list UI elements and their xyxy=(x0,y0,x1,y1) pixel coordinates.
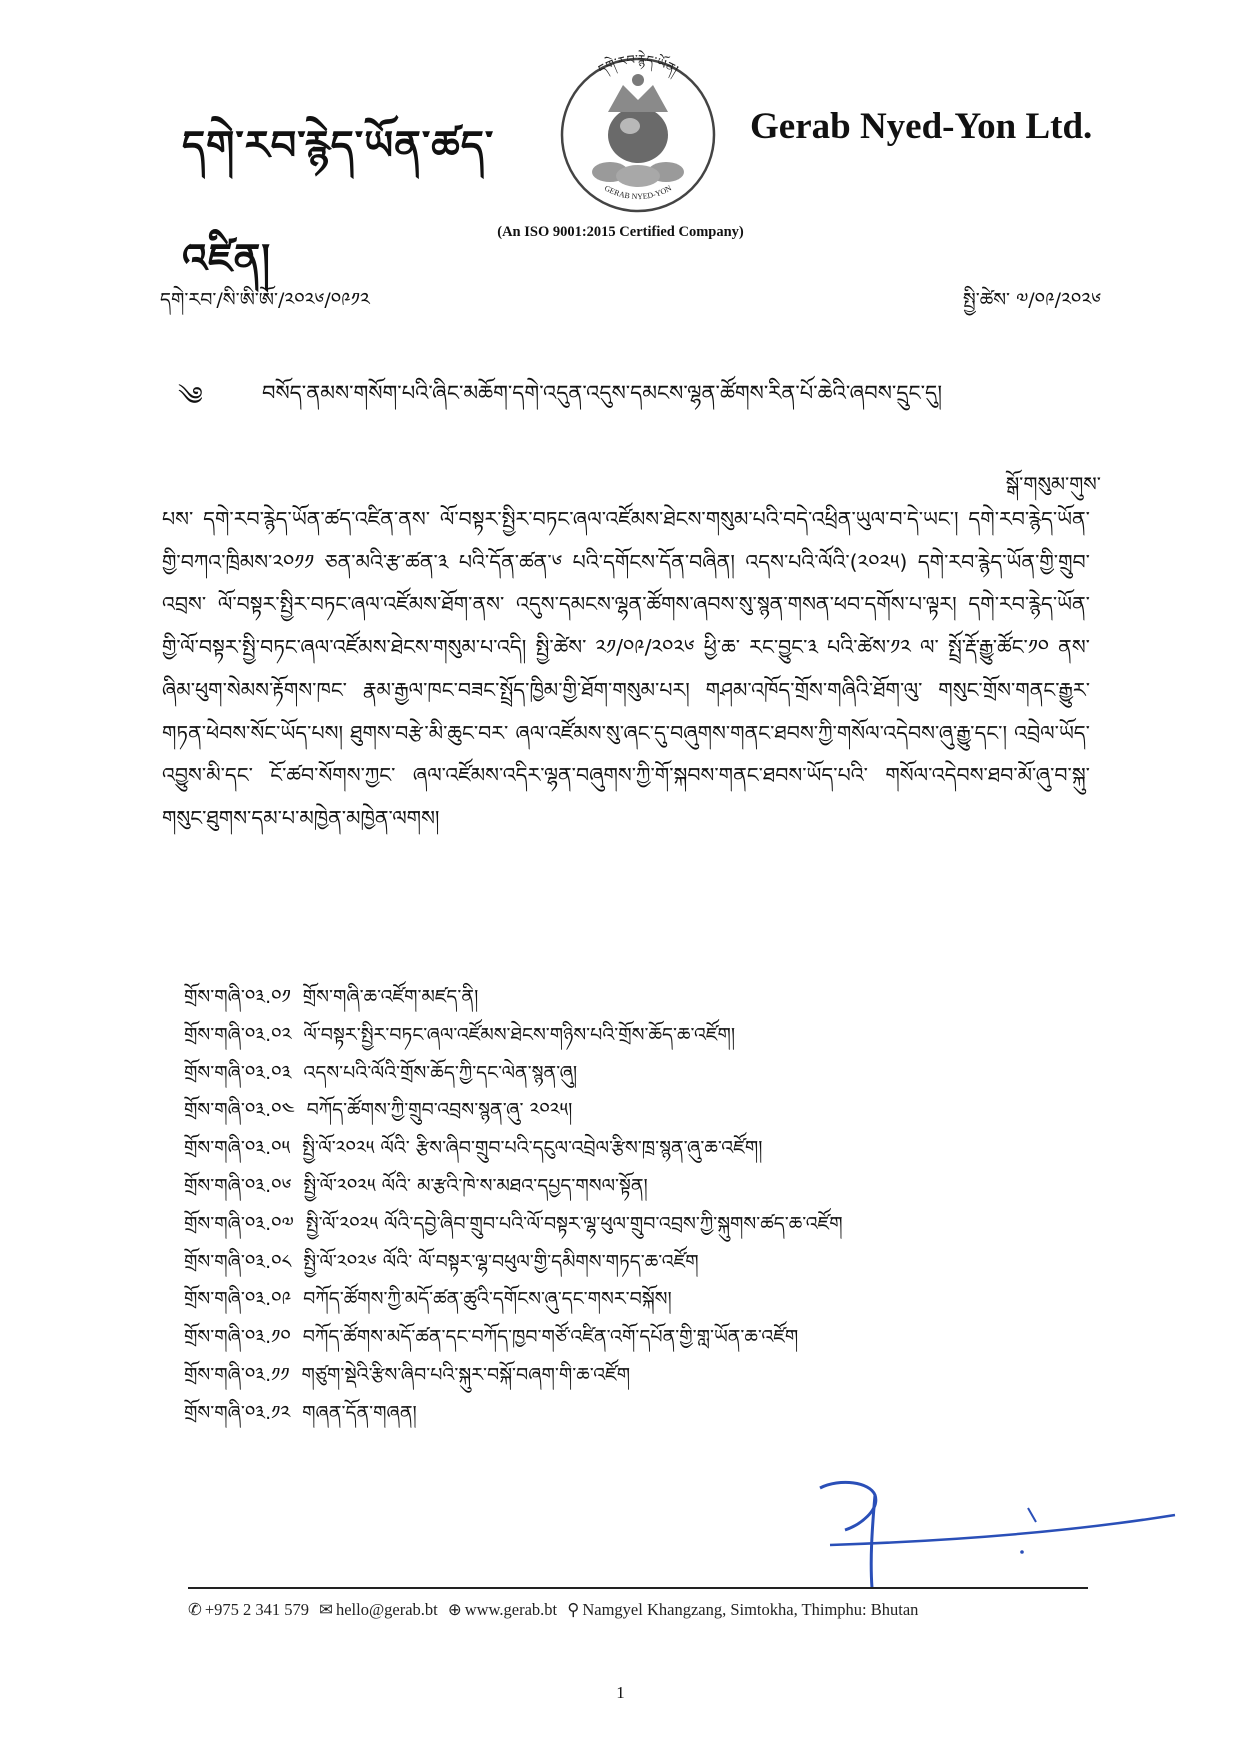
agenda-list xyxy=(184,975,1084,1429)
footer-divider xyxy=(188,1587,1088,1589)
agenda-item: གྲོས་གཞི་༠༣.༠༢ ལོ་བསྟར་སྤྱིར་བཏང་ཞལ་འཛོམས་ཐེངས་གཉིས་པའི་གྲོས་ཆོད་ཆ་འཛོག། xyxy=(184,1023,736,1046)
page-number: 1 xyxy=(616,1683,625,1702)
logo-crown xyxy=(608,85,668,112)
agenda-item: གྲོས་གཞི་༠༣.༠༦ སྤྱི་ལོ་༢༠༢༥ ལོའི་ མ་རྩའི་ཁེ་ས་མཐའ་དཔྱད་གསལ་སྟོན། xyxy=(184,1174,648,1197)
company-name: Gerab Nyed-Yon Ltd. xyxy=(750,106,1093,147)
agenda-item: གྲོས་གཞི་༠༣.༠༣ འདས་པའི་ལོའི་གྲོས་ཆོད་ཀྱི་དང་ལེན་སྙན་ཞུ། xyxy=(184,1061,578,1084)
phone-icon: ✆ xyxy=(188,1600,202,1619)
reference-number: དགེ་རབ་/སི་ཨི་ཨོ་/༢༠༢༦/༠༩༡༢ xyxy=(160,289,370,311)
agenda-item: གྲོས་གཞི་༠༣.༠༧ སྤྱི་ལོ་༢༠༢༥ ལོའི་དབྱེ་ཞིབ་གྲུབ་པའི་ལོ་བསྟར་ལྷ་ཕུལ་གྲུབ་འབྲས་ཀྱི་སྐུགས་ཚད་ཆ་འཛོག xyxy=(184,1212,843,1235)
agenda-item: གྲོས་གཞི་༠༣.༠༩ བཀོད་ཚོགས་ཀྱི་མདོ་ཚན་ཚུའི་དགོངས་ཞུ་དང་གསར་བསྐོས། xyxy=(184,1288,672,1311)
agenda-item: གྲོས་གཞི་༠༣.༠༡ གྲོས་གཞི་ཆ་འཛོག་མཛད་ནི། xyxy=(184,986,479,1008)
footer-email[interactable]: hello@gerab.bt xyxy=(335,1600,438,1619)
footer-phone: +975 2 341 579 xyxy=(204,1600,310,1619)
body-paragraph: པས་ དགེ་རབ་རྙེད་ཡོན་ཚད་འཛིན་ནས་ ལོ་བསྟར་སྤྱིར་བཏང་ཞལ་འཛོམས་ཐེངས་གསུམ་པའི་བདེ་འཕྲིན་ཡུལ་བ་དེ་ཡང་། དགེ་རབ་རྙེད་ཡོན་གྱི་བཀའ་ཁྲིམས་༢༠༡༡ ཅན་མའི་རྩ་ཚན་༣ པའི་དོན་ཚན་༦ པའི་དགོངས་དོན་བཞིན། འདས་པའི་ལོའི་(༢༠༢༥) དགེ་རབ་རྙེད་ཡོན་གྱི་གྲུབ་འབྲས་ ལོ་བསྟར་སྤྱིར་བཏང་ཞལ་འཛོམས་ཐོག་ནས་ འདུས་དམངས་ལྷན་ཚོགས་ཞབས་སུ་སྙན་གསན་ཕབ་དགོས་པ་ལྟར། དགེ་རབ་རྙེད་ཡོན་གྱི་ལོ་བསྟར་སྤྱི་བཏང་ཞལ་འཛོམས་ཐེངས་གསུམ་པ་འདི། སྤྱི་ཚེས་ ༢༡/༠༩/༢༠༢༦ ཕྱི་ཆ་ རང་བྱུང་༣ པའི་ཚེས་༡༢ ལ་ སྤྲོ་རྡོ་རྒྱུ་ཚོང་༡༠ ནས་ ཞིམ་ཕུག་སེམས་རྟོགས་ཁང་ རྣམ་རྒྱལ་ཁང་བཟང་སྤྲོད་ཁྱིམ་གྱི་ཐོག་གསུམ་པར། གཤམ་འཁོད་གྲོས་གཞིའི་ཐོག་ལུ་ གསུང་གྲོས་གནང་རྒྱུར་གཏན་ཕེབས་སོང་ཡོད་པས། ཐུགས་བརྩེ་མི་ཆུང་བར་ ཞལ་འཛོམས་སུ་ཞང་དུ་བཞུགས་གནང་ཐབས་ཀྱི་གསོལ་འདེབས་ཞུ་རྒྱུ་དང་། འབྲེལ་ཡོད་འབྱུས་མི་དང་ ངོ་ཚབ་སོགས་ཀྱང་ ཞལ་འཛོམས་འདིར་ལྷན་བཞུགས་ཀྱི་གོ་སྐབས་གནང་ཐབས་ཡོད་པའི་ གསོལ་འདེབས་ཐབ་མོ་ཞུ་བ་སྐུ་གསུང་ཐུགས་དམ་པ་མཁྱེན་མཁྱེན་ལགས། xyxy=(162,507,1090,830)
letter-date: སྤྱི་ཚེས་ ༧/༠༩/༢༠༢༦ xyxy=(962,289,1101,311)
subject-marker: ༄ xyxy=(178,382,203,412)
logo-arc-text-bottom: GERAB NYED-YON xyxy=(602,183,674,202)
footer-address: Namgyel Khangzang, Simtokha, Thimphu: Bhutan xyxy=(582,1600,919,1619)
logo-arc-text-top: དགེ་རབ་རྙེད་ཡོན། xyxy=(595,52,681,79)
subject-line: བསོད་ནམས་གསོག་པའི་ཞིང་མཆོག་དགེ་འདུན་འདུས་དམངས་ལྷན་ཚོགས་རིན་པོ་ཆེའི་ཞབས་དྲུང་དུ། xyxy=(262,381,943,405)
agenda-item: གྲོས་གཞི་༠༣.༠༥ སྤྱི་ལོ་༢༠༢༥ ལོའི་ རྩིས་ཞིབ་གྲུབ་པའི་དངུལ་འབྲེལ་རྩིས་ཁྲ་སྙན་ཞུ་ཆ་འཛོག། xyxy=(184,1137,763,1160)
recipient-greeting: སྒོ་གསུམ་གུས་ xyxy=(1005,472,1101,496)
company-name-tibetan: དགེ་རབ་རྙེད་ཡོན་ཚད་འཛིན། xyxy=(182,123,495,282)
company-logo xyxy=(548,40,728,225)
agenda-item: གྲོས་གཞི་༠༣.༡༢ གཞན་དོན་གཞན། xyxy=(184,1401,417,1424)
certification-line: (An ISO 9001:2015 Certified Company) xyxy=(497,224,744,240)
logo-jewel xyxy=(608,107,668,163)
email-icon: ✉ xyxy=(319,1600,333,1619)
agenda-item: གྲོས་གཞི་༠༣.༠༨ སྤྱི་ལོ་༢༠༢༦ ལོའི་ ལོ་བསྟར་ལྷ་བཕུལ་གྱི་དམིགས་གཏད་ཆ་འཛོག xyxy=(184,1250,699,1273)
agenda-item: གྲོས་གཞི་༠༣.༡༡ གཙུག་སྡེའི་རྩིས་ཞིབ་པའི་སྐུར་བསྐོ་བཞག་གི་ཆ་འཛོག xyxy=(184,1363,631,1386)
globe-icon: ⊕ xyxy=(447,1600,462,1619)
agenda-item: གྲོས་གཞི་༠༣.༠༤ བཀོད་ཚོགས་ཀྱི་གྲུབ་འབྲས་སྙན་ཞུ་ ༢༠༢༥། xyxy=(184,1099,573,1122)
location-pin-icon: ⚲ xyxy=(567,1600,580,1619)
signature xyxy=(800,1470,1180,1590)
contact-footer xyxy=(188,1600,1098,1620)
agenda-item: གྲོས་གཞི་༠༣.༡༠ བཀོད་ཚོགས་མདོ་ཚན་དང་བཀོད་ཁྱབ་གཙོ་འཛིན་འགོ་དཔོན་གྱི་གླ་ཡོན་ཆ་འཛོག xyxy=(184,1326,799,1349)
footer-website[interactable]: www.gerab.bt xyxy=(464,1600,558,1619)
